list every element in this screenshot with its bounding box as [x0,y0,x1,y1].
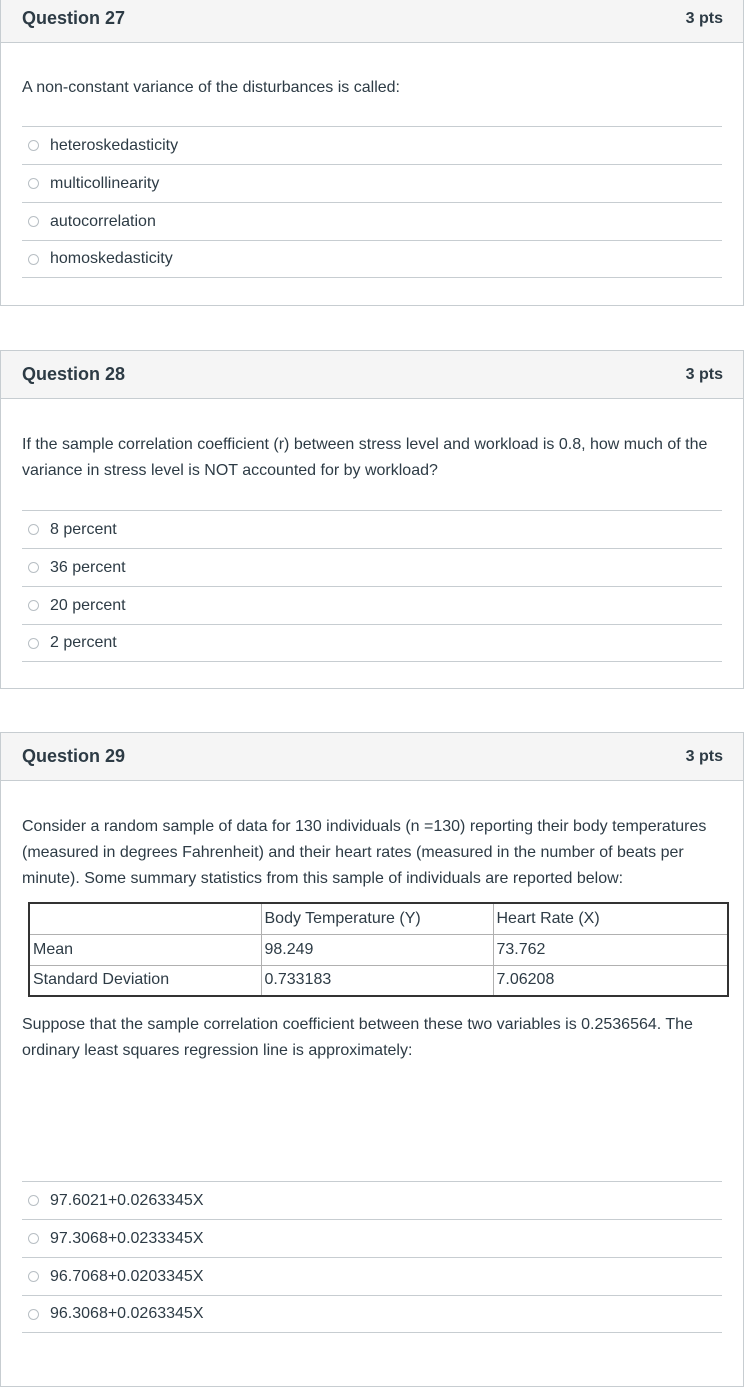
answer-option[interactable] [22,510,722,548]
answer-label: heteroskedasticity [50,136,179,154]
table-header-row [29,903,728,934]
question-header [1,733,743,781]
answer-label: 96.3068+0.0263345X [50,1305,204,1322]
radio-button[interactable] [28,178,39,189]
table-row [29,965,728,996]
answer-option[interactable] [22,202,722,240]
question-text-continued: Suppose that the sample correlation coefficient between these two variables is 0.2536564. The ordinary least squares regression line is approximately: [22,1016,693,1059]
question-title: Question 29 [22,746,126,766]
answer-list [22,1181,722,1333]
answer-option[interactable] [22,240,722,278]
question-29 [0,732,744,1387]
question-points: 3 pts [685,747,723,765]
answer-option[interactable] [22,164,722,202]
radio-button[interactable] [28,1271,39,1282]
question-27 [0,0,744,306]
radio-button[interactable] [28,1195,39,1206]
answer-label: 8 percent [50,520,117,538]
question-header [1,351,743,399]
table-cell: 7.06208 [493,965,728,996]
question-text: If the sample correlation coefficient (r) between stress level and workload is 0.8, how much of the variance in stress level is NOT accounted for by workload? [22,436,708,479]
question-title: Question 28 [22,364,126,384]
answer-option[interactable] [22,1181,722,1219]
radio-button[interactable] [28,140,39,151]
answer-label: 20 percent [50,596,126,614]
table-cell: Mean [29,934,261,965]
question-points: 3 pts [685,9,723,27]
question-header [1,0,743,43]
answer-label: autocorrelation [50,212,156,230]
radio-button[interactable] [28,562,39,573]
answer-label: homoskedasticity [50,250,173,267]
radio-button[interactable] [28,216,39,227]
table-cell: Body Temperature (Y) [261,903,493,934]
question-points: 3 pts [685,365,723,383]
answer-option[interactable] [22,1295,722,1333]
table-cell: 0.733183 [261,965,493,996]
answer-list [22,126,722,278]
question-text: A non-constant variance of the disturbances is called: [22,79,400,96]
answer-option[interactable] [22,126,722,164]
radio-button[interactable] [28,638,39,649]
question-28 [0,350,744,689]
radio-button[interactable] [28,254,39,265]
radio-button[interactable] [28,600,39,611]
table-cell: Heart Rate (X) [493,903,728,934]
answer-label: 97.6021+0.0263345X [50,1191,204,1209]
question-text: Consider a random sample of data for 130 individuals (n =130) reporting their body temperatures (measured in degrees Fahrenheit) and their heart rates (measured in the number of beats per minute). Some summary statistics from this sample of individuals are reported below: [22,818,707,887]
answer-label: multicollinearity [50,174,160,192]
table-cell [29,903,261,934]
radio-button[interactable] [28,1309,39,1320]
answer-option[interactable] [22,1219,722,1257]
answer-option[interactable] [22,1257,722,1295]
answer-label: 96.7068+0.0203345X [50,1267,204,1285]
answer-option[interactable] [22,624,722,662]
answer-option[interactable] [22,548,722,586]
table-cell: Standard Deviation [29,965,261,996]
answer-list [22,510,722,662]
table-cell: 73.762 [493,934,728,965]
answer-label: 36 percent [50,558,126,576]
table-cell: 98.249 [261,934,493,965]
answer-option[interactable] [22,586,722,624]
question-title: Question 27 [22,8,126,28]
answer-label: 2 percent [50,634,117,651]
radio-button[interactable] [28,524,39,535]
answer-label: 97.3068+0.0233345X [50,1229,204,1247]
table-row [29,934,728,965]
summary-statistics-table [28,902,729,997]
radio-button[interactable] [28,1233,39,1244]
